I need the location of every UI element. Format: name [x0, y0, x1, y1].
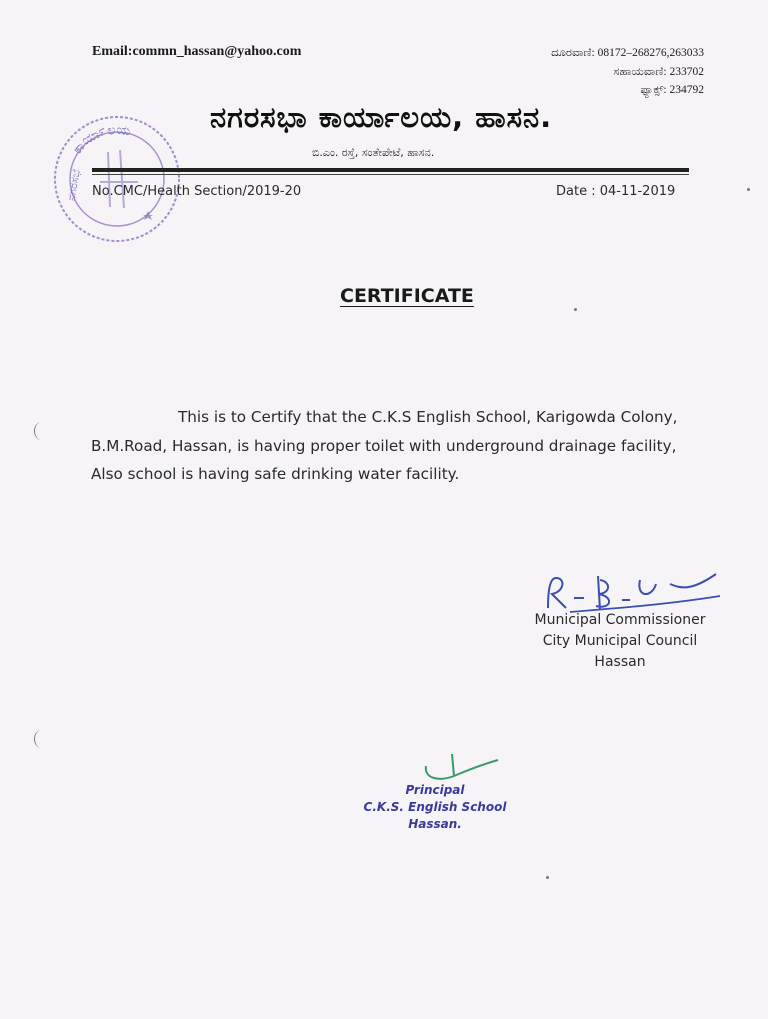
- signatory-office: City Municipal Council: [542, 633, 698, 649]
- ink-speck: [747, 188, 750, 191]
- certificate-title: CERTIFICATE: [340, 285, 474, 307]
- svg-text:ಕಾರ್ಯಾಲಯ: [70, 123, 131, 158]
- certificate-line-3: Also school is having safe drinking water facility.: [91, 465, 460, 483]
- header-divider-thick: [92, 168, 689, 172]
- certificate-line-1: This is to Certify that the C.K.S English School, Karigowda Colony,: [178, 408, 678, 426]
- principal-stamp: [335, 782, 535, 833]
- header-divider-thin: [92, 174, 689, 175]
- office-address: ಬಿ.ಎಂ. ರಸ್ತೆ, ಸಂತೇಪೇಟೆ, ಹಾಸನ.: [312, 146, 435, 159]
- office-seal: [50, 112, 185, 251]
- helpline-number: ಸಹಾಯವಾಣಿ: 233702: [613, 65, 704, 78]
- phone-number: ದೂರವಾಣಿ: 08172–268276,263033: [551, 47, 704, 59]
- ink-speck: [574, 308, 577, 311]
- signatory-place: Hassan: [594, 654, 646, 670]
- seal-text-side: ನಗರಸಭೆ: [64, 168, 83, 202]
- reference-number: No.CMC/Health Section/2019-20: [92, 184, 302, 199]
- issue-date: Date : 04-11-2019: [556, 184, 676, 199]
- email-address: Email:commn_hassan@yahoo.com: [92, 44, 302, 59]
- contact-numbers: [551, 44, 704, 100]
- organization-title: ನಗರಸಭಾ ಕಾರ್ಯಾಲಯ, ಹಾಸನ.: [210, 100, 553, 134]
- principal-stamp-place: Hassan.: [408, 817, 462, 831]
- seal-text-top: ಕಾರ್ಯಾಲಯ: [70, 122, 132, 158]
- signatory-block: [510, 610, 730, 673]
- certificate-body: [91, 403, 711, 489]
- punch-hole-top: [34, 422, 49, 440]
- signatory-designation: Municipal Commissioner: [534, 612, 706, 628]
- principal-stamp-title: Principal: [405, 783, 465, 797]
- principal-stamp-school: C.K.S. English School: [363, 800, 507, 814]
- fax-number: ಫ್ಯಾಕ್ಸ್: 234792: [640, 84, 704, 96]
- punch-hole-bottom: [34, 730, 49, 748]
- ink-speck: [546, 876, 549, 879]
- certificate-line-2: B.M.Road, Hassan, is having proper toilet with underground drainage facility,: [91, 436, 677, 455]
